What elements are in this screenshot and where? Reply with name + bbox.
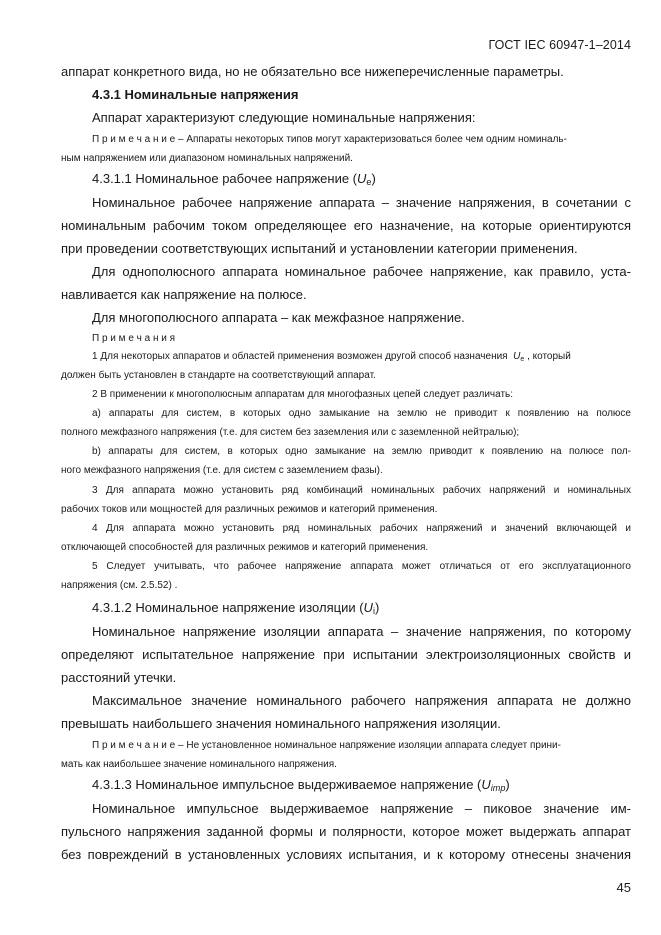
subsection-heading: 4.3.1.1 Номинальное рабочее напряжение $(U_e)$ bbox=[92, 171, 376, 187]
note-line: 1 Для некоторых аппаратов и областей применения возможен другой способ назначения $U_e$ , который bbox=[92, 351, 571, 363]
note-label: П р и м е ч а н и е – bbox=[92, 134, 184, 145]
note-line: должен быть установлен в стандарте на соответствующий аппарат. bbox=[61, 370, 376, 381]
note-line: отключающей способностей для различных режимов и категорий применения. bbox=[61, 542, 429, 553]
note-line: полного межфазного напряжения (т.е. для систем без заземления или с заземленной нейтралью); bbox=[61, 427, 520, 438]
paragraph-line: аппарат конкретного вида, но не обязательно все нижеперечисленные параметры. bbox=[61, 64, 564, 79]
paragraph-line: Номинальное напряжение изоляции аппарата – значение напряжения, по которому bbox=[92, 624, 631, 639]
voltage-symbol: U bbox=[357, 171, 367, 186]
paragraph-line: Номинальное импульсное выдерживаемое напряжение – пиковое значение им- bbox=[92, 801, 631, 816]
note-line: 4 Для аппарата можно установить ряд номинальных рабочих напряжений и значений включающей и bbox=[92, 523, 631, 534]
document-header: ГОСТ IEC 60947-1–2014 bbox=[488, 38, 631, 52]
paragraph-line: пульсного напряжения заданной формы и полярности, которое может выдержать аппарат bbox=[61, 824, 631, 839]
note-line: b) аппараты для систем, в которых одно замыкание на землю приводит к появлению на полюсе пол- bbox=[92, 446, 631, 457]
note-line: 5 Следует учитывать, что рабочее напряжение аппарата может отличаться от его эксплуатационного bbox=[92, 561, 631, 572]
voltage-symbol: U bbox=[481, 777, 491, 792]
paragraph-line: Аппарат характеризуют следующие номинальные напряжения: bbox=[92, 110, 476, 125]
subsection-heading: 4.3.1.2 Номинальное напряжение изоляции $(U_i)$ bbox=[92, 600, 380, 616]
note-line: мать как наибольшее значение номинального напряжения. bbox=[61, 759, 337, 770]
note-text: Не установленное номинальное напряжение изоляции аппарата следует прини- bbox=[186, 740, 561, 751]
note-label: П р и м е ч а н и е – bbox=[92, 740, 184, 751]
paragraph-line: расстояний утечки. bbox=[61, 670, 177, 685]
paragraph-line: Номинальное рабочее напряжение аппарата – значение напряжения, в сочетании с bbox=[92, 195, 631, 210]
note-line bbox=[61, 134, 631, 145]
notes-label: П р и м е ч а н и я bbox=[92, 333, 176, 344]
paragraph-line: навливается как напряжение на полюсе. bbox=[61, 287, 307, 302]
note-line: 2 В применении к многополюсным аппаратам для многофазных цепей следует различать: bbox=[92, 389, 514, 400]
paragraph-line: превышать наибольшего значения номинального напряжения изоляции. bbox=[61, 716, 501, 731]
section-heading: 4.3.1 Номинальные напряжения bbox=[92, 87, 299, 102]
note-line: а) аппараты для систем, в которых одно замыкание на землю не приводит к появлению на полюсе bbox=[92, 408, 631, 419]
paragraph-line: определяют испытательное напряжение при испытании электроизоляционных свойств и bbox=[61, 647, 631, 662]
paragraph-line: при проведении соответствующих испытаний и установлении категории применения. bbox=[61, 241, 578, 256]
note-line: ного межфазного напряжения (т.е. для систем с заземлением фазы). bbox=[61, 465, 383, 476]
paragraph-line: Максимальное значение номинального рабочего напряжения аппарата не должно bbox=[92, 693, 631, 708]
note-line: напряжения (см. 2.5.52) . bbox=[61, 580, 178, 591]
note-line: ным напряжением или диапазоном номинальных напряжений. bbox=[61, 153, 353, 164]
paragraph-line: Для многополюсного аппарата – как межфазное напряжение. bbox=[92, 310, 465, 325]
subsection-heading: 4.3.1.3 Номинальное импульсное выдерживаемое напряжение $(U_{imp})$ bbox=[92, 777, 510, 793]
note-line bbox=[61, 740, 631, 751]
note-line: 3 Для аппарата можно установить ряд комбинаций номинальных рабочих напряжений и номинальных bbox=[92, 485, 631, 496]
paragraph-line: номинальным рабочим током определяющее его назначение, на которые ориентируются bbox=[61, 218, 631, 233]
paragraph-line: без повреждений в установленных условиях испытания, и к которому отнесены значения bbox=[61, 847, 631, 862]
voltage-symbol: U bbox=[363, 600, 373, 615]
voltage-symbol: U bbox=[513, 351, 521, 362]
note-line: рабочих токов или мощностей для различных режимов и категорий применения. bbox=[61, 504, 438, 515]
note-text: Аппараты некоторых типов могут характеризоваться более чем одним номиналь- bbox=[186, 134, 567, 145]
paragraph-line: Для однополюсного аппарата номинальное рабочее напряжение, как правило, уста- bbox=[92, 264, 631, 279]
page-number: 45 bbox=[616, 880, 631, 895]
